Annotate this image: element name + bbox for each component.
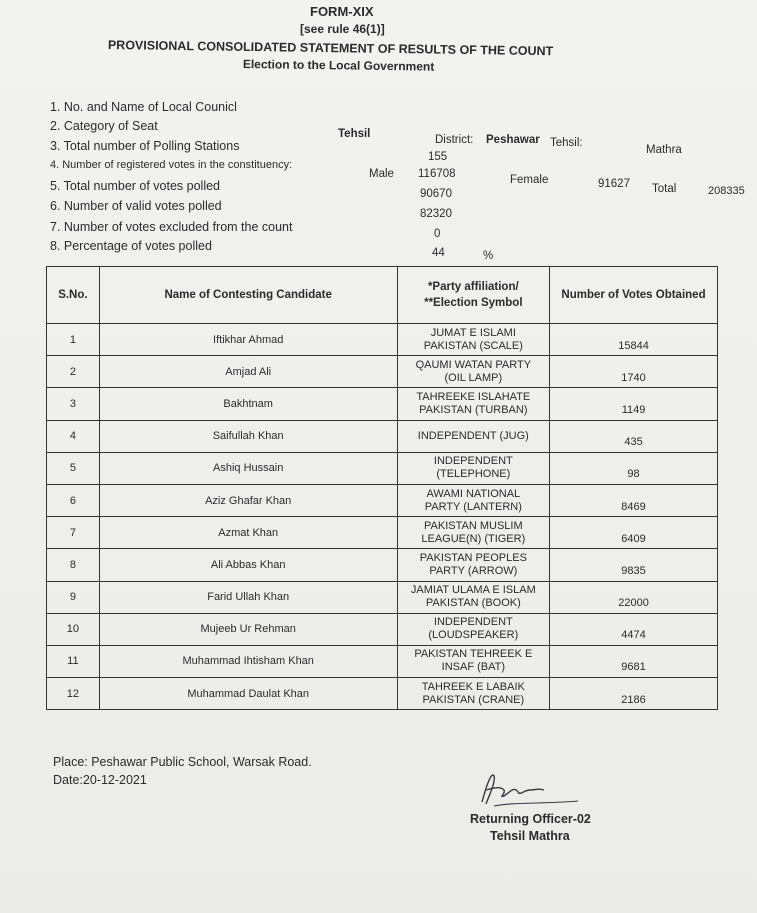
valid-value: 82320 <box>420 208 452 220</box>
row-candidate-name: Ali Abbas Khan <box>99 549 397 581</box>
row-candidate-name: Muhammad Daulat Khan <box>99 678 397 710</box>
form-title: PROVISIONAL CONSOLIDATED STATEMENT OF RESULTS OF THE COUNT <box>107 38 554 59</box>
row-sno: 1 <box>47 324 100 356</box>
row-party <box>397 645 549 677</box>
row-votes <box>550 581 718 613</box>
female-value: 91627 <box>598 178 630 190</box>
row-candidate-name: Muhammad Ihtisham Khan <box>99 645 397 677</box>
row-sno: 3 <box>47 388 100 420</box>
form-subtitle: Election to the Local Government <box>242 57 435 74</box>
field-valid-votes: 6. Number of valid votes polled <box>50 199 222 213</box>
row-party <box>397 420 549 452</box>
row-party-line1: AWAMI NATIONAL <box>426 487 521 500</box>
header-party-line2: **Election Symbol <box>424 296 523 309</box>
row-party-line1: TAHREEKE ISLAHATE <box>416 390 531 403</box>
row-party-line1: PAKISTAN MUSLIM <box>424 519 523 532</box>
row-party <box>397 388 549 420</box>
row-candidate-name: Ashiq Hussain <box>99 452 397 484</box>
row-party-line2: PARTY (ARROW) <box>429 564 518 577</box>
row-candidate-name: Aziz Ghafar Khan <box>99 484 397 516</box>
row-candidate-name: Bakhtnam <box>99 388 397 420</box>
tehsil-value: Mathra <box>646 144 682 156</box>
row-party-line1: JUMAT E ISLAMI <box>430 326 516 339</box>
row-party-line1: JAMIAT ULAMA E ISLAM <box>410 584 536 597</box>
form-number: FORM-XIX <box>310 4 374 19</box>
row-votes-value: 8469 <box>621 500 646 513</box>
row-candidate-name: Farid Ullah Khan <box>99 581 397 613</box>
row-votes-value: 4474 <box>621 629 646 642</box>
row-sno: 2 <box>47 356 100 388</box>
header-party <box>397 267 549 324</box>
row-party-line1: INDEPENDENT <box>433 616 513 629</box>
row-party-line2: PAKISTAN (BOOK) <box>425 597 521 610</box>
row-votes <box>550 420 718 452</box>
table-row <box>47 388 718 420</box>
row-candidate-name: Mujeeb Ur Rehman <box>99 613 397 645</box>
returning-officer-tehsil: Tehsil Mathra <box>490 829 570 843</box>
row-candidate-name: Iftikhar Ahmad <box>99 324 397 356</box>
row-candidate-name: Amjad Ali <box>99 356 397 388</box>
row-party-line1: PAKISTAN PEOPLES <box>419 551 527 564</box>
header-party-line1: *Party affiliation/ <box>427 280 519 293</box>
row-votes <box>550 613 718 645</box>
row-party-line2: (TELEPHONE) <box>436 468 511 481</box>
place-text: Place: Peshawar Public School, Warsak Road. <box>53 755 312 769</box>
row-party-line2: PAKISTAN (CRANE) <box>422 693 525 706</box>
row-candidate-name: Saifullah Khan <box>99 420 397 452</box>
row-votes-value: 22000 <box>618 597 649 610</box>
row-party <box>397 356 549 388</box>
row-votes-value: 15844 <box>618 339 649 352</box>
row-party-line2: PARTY (LANTERN) <box>424 500 522 513</box>
table-row <box>47 678 718 710</box>
row-party <box>397 678 549 710</box>
tehsil-label: Tehsil: <box>550 137 583 149</box>
row-party-line2: (OIL LAMP) <box>444 371 503 384</box>
table-row <box>47 645 718 677</box>
table-row <box>47 324 718 356</box>
signature-icon <box>474 768 584 810</box>
row-votes-value: 2186 <box>621 693 646 706</box>
row-candidate-name: Azmat Khan <box>99 517 397 549</box>
table-row <box>47 581 718 613</box>
polled-value: 90670 <box>420 188 452 200</box>
row-party-line1: QAUMI WATAN PARTY <box>415 358 532 371</box>
field-polling-stations: 3. Total number of Polling Stations <box>50 139 240 153</box>
row-party-line2: LEAGUE(N) (TIGER) <box>421 532 526 545</box>
table-row <box>47 517 718 549</box>
row-sno: 7 <box>47 517 100 549</box>
male-label: Male <box>369 168 394 180</box>
seat-category-value: Tehsil <box>338 128 371 140</box>
row-party-line2: PAKISTAN (TURBAN) <box>419 403 528 416</box>
row-votes-value: 1149 <box>621 403 646 416</box>
header-votes: Number of Votes Obtained <box>550 267 718 324</box>
total-value: 208335 <box>708 185 745 197</box>
row-votes <box>550 452 718 484</box>
returning-officer: Returning Officer-02 <box>470 812 591 826</box>
row-party-line2: (LOUDSPEAKER) <box>428 629 519 642</box>
row-party <box>397 581 549 613</box>
row-votes <box>550 324 718 356</box>
row-party-line2: INSAF (BAT) <box>441 661 505 674</box>
row-sno: 4 <box>47 420 100 452</box>
row-sno: 12 <box>47 678 100 710</box>
percentage-value: 44 <box>432 247 445 259</box>
row-party-line2: INDEPENDENT (JUG) <box>417 429 529 442</box>
male-value: 116708 <box>418 168 456 180</box>
header-candidate-name: Name of Contesting Candidate <box>99 267 397 324</box>
row-votes <box>550 388 718 420</box>
row-party <box>397 452 549 484</box>
field-local-council: 1. No. and Name of Local Counicl <box>50 100 237 114</box>
table-row <box>47 452 718 484</box>
row-party <box>397 484 549 516</box>
row-sno: 5 <box>47 452 100 484</box>
form-rule: [see rule 46(1)] <box>300 22 385 36</box>
row-party <box>397 324 549 356</box>
table-header-row <box>47 267 718 324</box>
row-votes <box>550 678 718 710</box>
row-votes <box>550 549 718 581</box>
row-party-line2: PAKISTAN (SCALE) <box>423 339 523 352</box>
district-label: District: <box>435 134 474 146</box>
field-votes-polled: 5. Total number of votes polled <box>50 179 221 193</box>
row-sno: 6 <box>47 484 100 516</box>
row-sno: 9 <box>47 581 100 613</box>
row-party-line1: INDEPENDENT <box>433 455 513 468</box>
row-votes-value: 6409 <box>621 532 646 545</box>
female-label: Female <box>510 174 549 186</box>
table-row <box>47 549 718 581</box>
row-votes-value: 9835 <box>621 564 646 577</box>
row-votes-value: 1740 <box>621 371 646 384</box>
row-votes-value: 9681 <box>621 661 646 674</box>
row-sno: 10 <box>47 613 100 645</box>
table-row <box>47 420 718 452</box>
row-votes <box>550 645 718 677</box>
field-seat-category: 2. Category of Seat <box>50 119 158 133</box>
field-registered-votes: 4. Number of registered votes in the constituency: <box>50 159 293 171</box>
table-row <box>47 613 718 645</box>
results-table <box>46 266 718 710</box>
field-percentage: 8. Percentage of votes polled <box>50 239 212 253</box>
table-row <box>47 484 718 516</box>
row-party <box>397 517 549 549</box>
percent-sign: % <box>483 250 494 262</box>
row-votes <box>550 356 718 388</box>
total-label: Total <box>652 183 677 195</box>
row-party-line1: TAHREEK E LABAIK <box>421 680 525 693</box>
row-sno: 11 <box>47 645 100 677</box>
row-party <box>397 613 549 645</box>
row-party <box>397 549 549 581</box>
row-party-line1: PAKISTAN TEHREEK E <box>414 648 533 661</box>
row-votes <box>550 517 718 549</box>
polling-stations-value: 155 <box>428 151 448 163</box>
row-votes <box>550 484 718 516</box>
table-row <box>47 356 718 388</box>
district-value: Peshawar <box>486 134 540 146</box>
date-text: Date:20-12-2021 <box>53 773 147 787</box>
field-excluded-votes: 7. Number of votes excluded from the count <box>50 220 293 234</box>
excluded-value: 0 <box>434 228 441 240</box>
row-votes-value: 435 <box>624 436 643 449</box>
header-sno: S.No. <box>47 267 100 324</box>
row-sno: 8 <box>47 549 100 581</box>
row-votes-value: 98 <box>627 468 640 481</box>
